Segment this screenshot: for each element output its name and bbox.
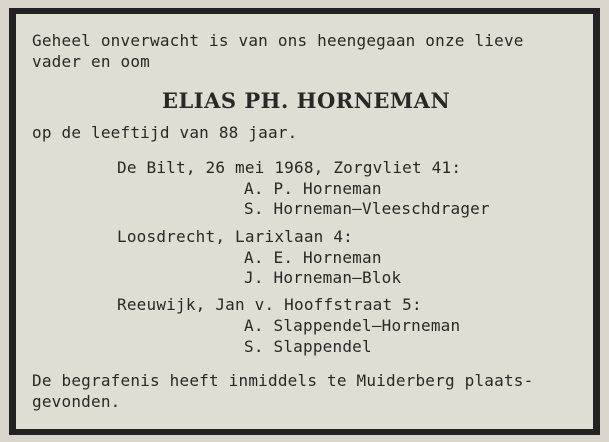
intro-line-2: vader en oom: [32, 52, 150, 71]
intro-line-1: Geheel onverwacht is van ons heengegaan onze lieve: [32, 31, 524, 50]
group-3-address: Reeuwijk, Jan v. Hooffstraat 5:: [117, 295, 422, 314]
group-1-address: De Bilt, 26 mei 1968, Zorgvliet 41:: [117, 158, 462, 177]
group-2-name-2: J. Horneman—Blok: [244, 268, 402, 287]
closing-line-2: gevonden.: [32, 392, 121, 411]
closing-line-1: De begrafenis heeft inmiddels te Muiderberg plaats-: [32, 371, 534, 390]
age-line: op de leeftijd van 88 jaar.: [32, 123, 298, 142]
group-1-name-1: A. P. Horneman: [244, 179, 382, 198]
group-3-name-1: A. Slappendel—Horneman: [244, 316, 461, 335]
deceased-name: ELIAS PH. HORNEMAN: [162, 88, 451, 113]
group-2-name-1: A. E. Horneman: [244, 248, 382, 267]
group-3-name-2: S. Slappendel: [244, 337, 372, 356]
group-2-address: Loosdrecht, Larixlaan 4:: [117, 227, 353, 246]
group-1-name-2: S. Horneman—Vleeschdrager: [244, 199, 490, 218]
